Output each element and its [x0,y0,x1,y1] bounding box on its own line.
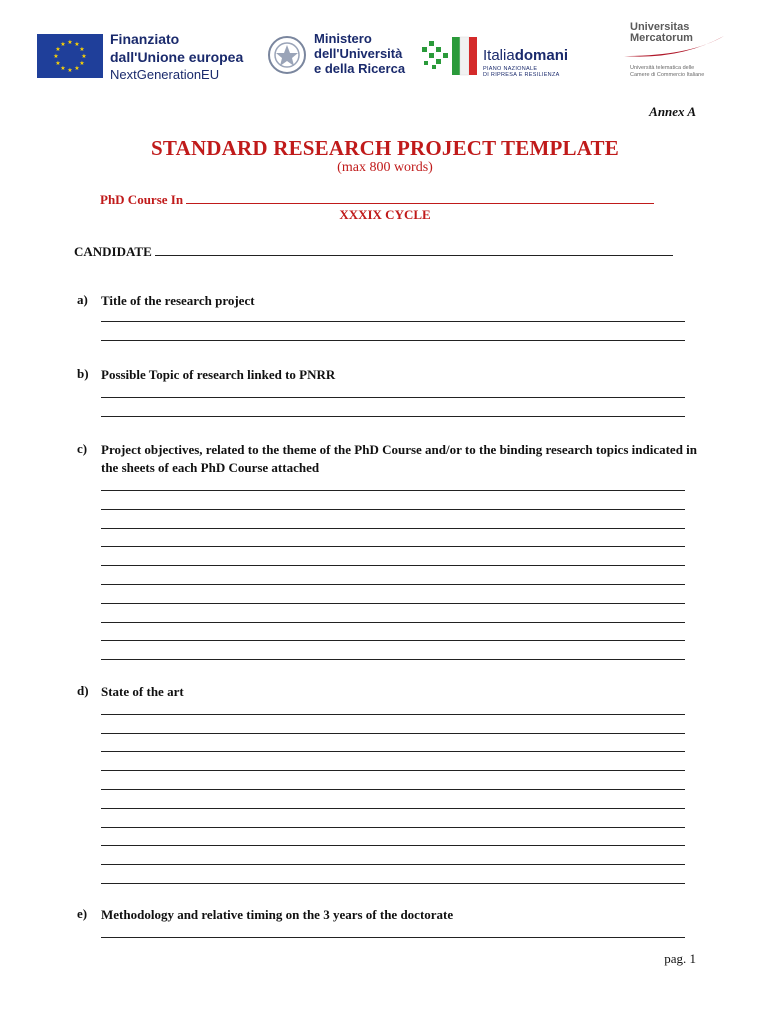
section-b-title: Possible Topic of research linked to PNRR [101,367,336,382]
section-a-answer-line[interactable] [101,340,685,341]
section-c-answer-line[interactable] [101,622,685,623]
section-d-answer-line[interactable] [101,864,685,865]
svg-text:★: ★ [81,53,87,60]
section-c-letter: c) [77,441,88,456]
svg-text:★: ★ [79,60,85,67]
section-d-answer-line[interactable] [101,789,685,790]
document-subtitle: (max 800 words) [337,160,433,175]
section-c-answer-line[interactable] [101,565,685,566]
mercatorum-sub2: Camere di Commercio Italiane [630,71,705,78]
section-b-letter: b) [77,366,89,381]
section-c-answer-line[interactable] [101,490,685,491]
ministry-text [314,31,405,76]
section-e-letter: e) [77,906,88,921]
italiadomani-name-part2: domani [514,47,569,64]
candidate-blank[interactable] [155,245,673,256]
section-d-answer-line[interactable] [101,808,685,809]
eu-line1: Finanziato [110,31,180,47]
cycle-label: XXXIX CYCLE [339,207,431,222]
section-c-answer-line[interactable] [101,659,685,660]
section-c-answer-line[interactable] [101,584,685,585]
section-e-title: Methodology and relative timing on the 3 years of the doctorate [101,907,454,922]
svg-text:★: ★ [53,53,59,60]
ministry-line2: dell'Università [314,46,403,61]
section-e-answer-line[interactable] [101,937,685,938]
section-b-answer-line[interactable] [101,416,685,417]
candidate-line [74,244,673,260]
phd-course-line [100,192,654,208]
svg-text:★: ★ [79,46,85,53]
italiadomani-subtitle [483,66,560,78]
italiadomani-sub2: DI RIPRESA E RESILIENZA [483,72,560,78]
section-d-answer-line[interactable] [101,827,685,828]
mercatorum-name2: Mercatorum [630,32,693,44]
eu-stars-icon [37,34,103,78]
section-c-answer-line[interactable] [101,509,685,510]
svg-text:★: ★ [67,39,73,46]
svg-text:★: ★ [60,41,66,48]
svg-text:★: ★ [55,60,61,67]
eu-line2: dall'Unione europea [110,49,244,65]
eu-flag-logo [37,34,103,78]
eu-line3: NextGenerationEU [110,67,220,82]
section-d-answer-line[interactable] [101,770,685,771]
svg-text:★: ★ [74,65,80,72]
italiadomani-sub1: PIANO NAZIONALE [483,66,538,72]
document-title: STANDARD RESEARCH PROJECT TEMPLATE [151,136,619,160]
mercatorum-subtitle [630,65,704,78]
page-number: pag. 1 [664,951,696,966]
svg-text:★: ★ [74,41,80,48]
phd-course-blank[interactable] [186,193,654,204]
ministry-line3: e della Ricerca [314,61,406,76]
section-d-answer-line[interactable] [101,714,685,715]
eu-funding-text [110,30,243,84]
section-a-title: Title of the research project [101,293,255,308]
italiadomani-name-part1: Italia [483,47,515,64]
section-c-answer-line[interactable] [101,528,685,529]
section-a-letter: a) [77,292,88,307]
republic-emblem-icon [266,33,308,77]
section-c-title: Project objectives, related to the theme of the PhD Course and/or to the binding research topics indicated in the sheets of each PhD Course attached [101,442,698,475]
section-b-answer-line[interactable] [101,397,685,398]
section-d-title: State of the art [101,684,184,699]
mercatorum-name1: Universitas [630,21,690,33]
section-c-answer-line[interactable] [101,640,685,641]
phd-course-label: PhD Course In [100,192,184,207]
svg-text:★: ★ [55,46,61,53]
section-a-answer-line[interactable] [101,321,685,322]
section-c-answer-line[interactable] [101,546,685,547]
section-c-answer-line[interactable] [101,603,685,604]
section-d-answer-line[interactable] [101,883,685,884]
section-d-answer-line[interactable] [101,733,685,734]
italiadomani-mark-icon [420,33,480,77]
section-d-answer-line[interactable] [101,845,685,846]
section-d-letter: d) [77,683,89,698]
svg-text:★: ★ [67,67,73,74]
ministry-line1: Ministero [314,31,372,46]
section-d-answer-line[interactable] [101,751,685,752]
italiadomani-name [483,47,568,64]
mercatorum-sub1: Università telematica delle [630,65,695,71]
candidate-label: CANDIDATE [74,244,152,259]
svg-text:★: ★ [60,65,66,72]
mercatorum-swoosh-icon [620,30,726,60]
annex-label: Annex A [649,104,696,119]
